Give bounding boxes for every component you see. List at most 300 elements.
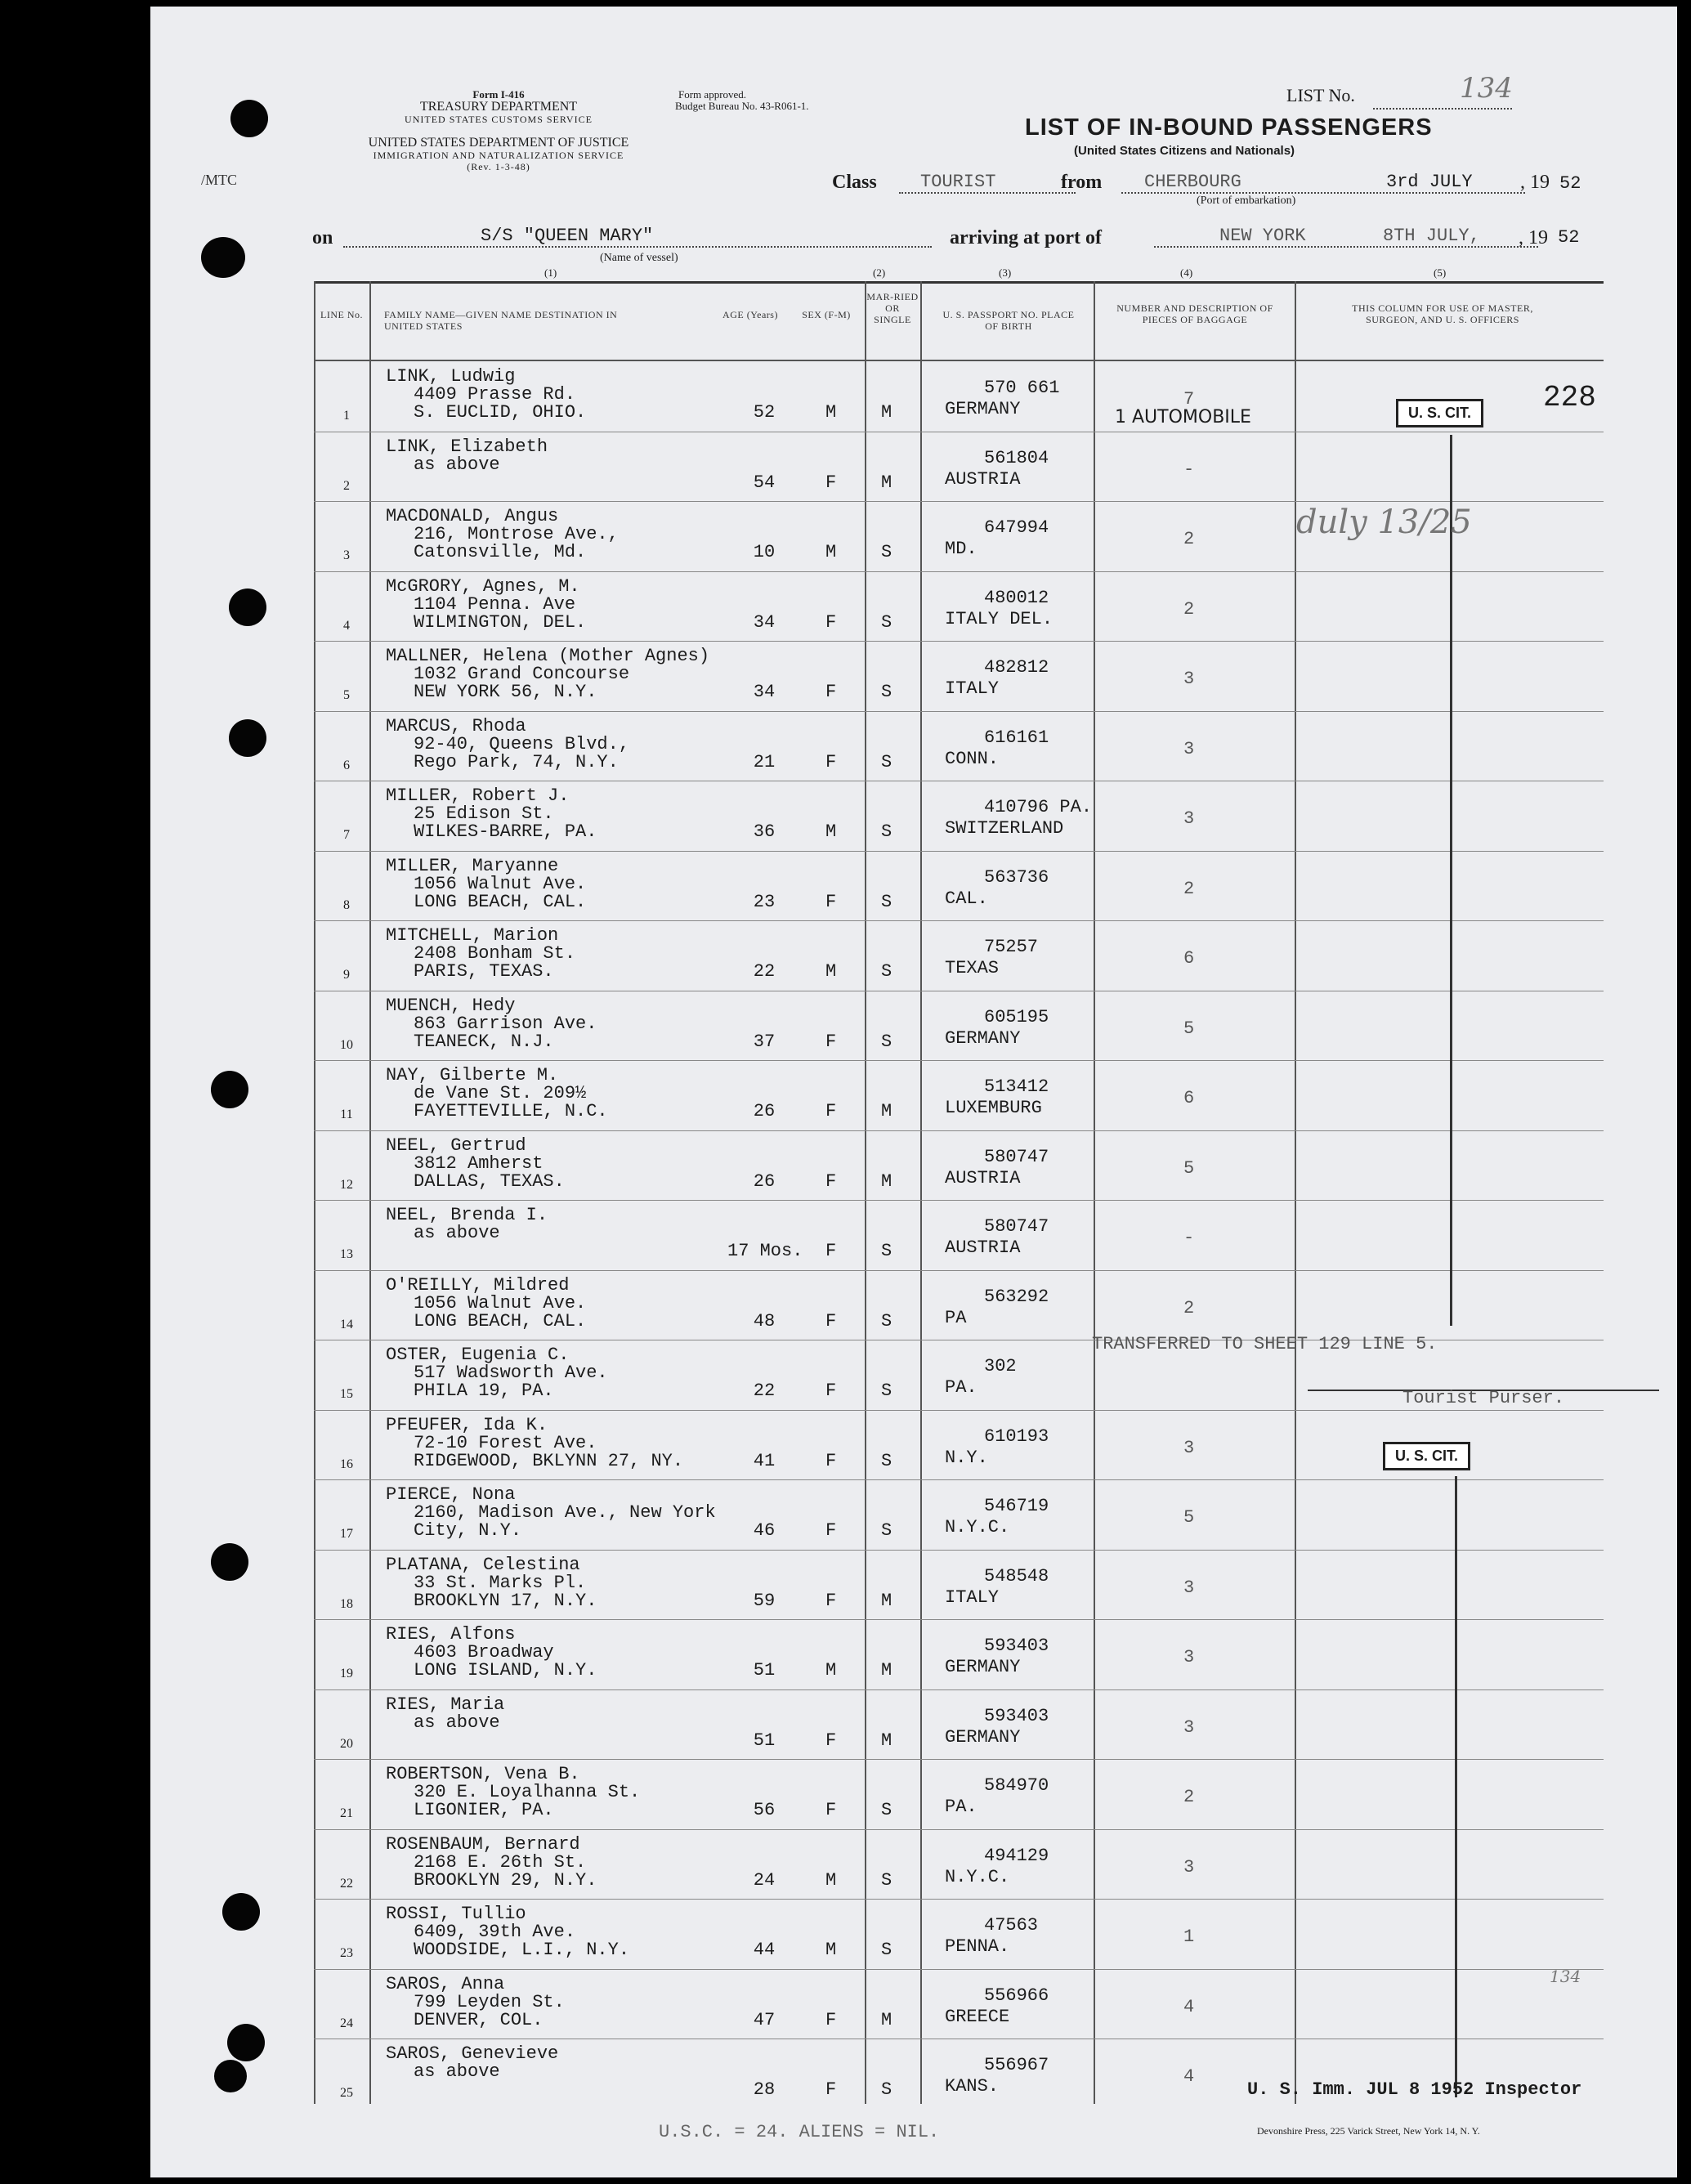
address-line-1: as above — [414, 1223, 500, 1243]
place-of-birth: PA — [945, 1307, 967, 1328]
address-line-2: Catonsville, Md. — [414, 542, 587, 562]
place-of-birth: PA. — [945, 1797, 977, 1817]
address-line-1: 3812 Amherst — [414, 1152, 544, 1174]
age: 26 — [753, 1101, 776, 1121]
place-of-birth: ITALY DEL. — [945, 608, 1054, 629]
passenger-name: ROSENBAUM, Bernard — [386, 1833, 580, 1855]
marital-status: M — [881, 1101, 892, 1121]
header-bottom-border — [314, 360, 1604, 361]
passport-no: 593403 — [984, 1705, 1049, 1726]
passport-no: 563736 — [984, 866, 1049, 888]
punch-hole — [229, 589, 266, 626]
row-divider — [314, 1969, 1604, 1970]
address-line-1: 799 Leyden St. — [414, 1991, 565, 2012]
passenger-name: MACDONALD, Angus — [386, 506, 559, 526]
passport-no: 513412 — [984, 1076, 1049, 1097]
passport-no: 482812 — [984, 657, 1049, 678]
address-line-2: DALLAS, TEXAS. — [414, 1170, 565, 1192]
passport-no: 494129 — [984, 1845, 1049, 1866]
sex: F — [825, 611, 837, 633]
marital-status: S — [881, 821, 892, 842]
passport-no: 563292 — [984, 1286, 1049, 1307]
line-number: 10 — [340, 1037, 353, 1052]
line-number: 17 — [340, 1527, 353, 1541]
col-border — [1295, 281, 1296, 2104]
marital-status: M — [881, 1590, 892, 1611]
header-passport: U. S. PASSPORT NO. PLACE OF BIRTH — [942, 309, 1075, 332]
address-line-1: 863 Garrison Ave. — [414, 1013, 597, 1034]
sex: F — [825, 1450, 837, 1471]
marital-status: M — [881, 472, 892, 493]
address-line-2: Rego Park, 74, N.Y. — [414, 751, 619, 772]
place-of-birth: GREECE — [945, 2006, 1010, 2027]
place-of-birth: ITALY — [945, 678, 1000, 699]
row-divider — [314, 1619, 1604, 1620]
sex: F — [825, 1520, 837, 1541]
address-line-2: LONG ISLAND, N.Y. — [414, 1660, 597, 1681]
address-line-2: TEANECK, N.J. — [414, 1031, 554, 1052]
line-number: 25 — [340, 2086, 353, 2100]
passport-no: 616161 — [984, 727, 1049, 748]
address-line-1: 2160, Madison Ave., New York — [414, 1502, 716, 1523]
age: 22 — [753, 961, 776, 982]
address-line-1: de Vane St. 209½ — [414, 1083, 587, 1103]
line-number: 19 — [340, 1667, 353, 1681]
sex: F — [825, 1590, 837, 1611]
place-of-birth: KANS. — [945, 2076, 1000, 2097]
passenger-name: NEEL, Gertrud — [386, 1135, 526, 1156]
line-number: 21 — [340, 1806, 353, 1820]
colnum-2: (2) — [873, 266, 886, 279]
address-line-2: BROOKLYN 17, N.Y. — [414, 1590, 597, 1611]
sex: F — [825, 2079, 837, 2100]
address-line-1: 92-40, Queens Blvd., — [414, 733, 630, 754]
header-sex: SEX (F-M) — [802, 309, 851, 320]
punch-hole — [214, 2060, 247, 2092]
marital-status: S — [881, 1940, 892, 1960]
punch-hole — [201, 237, 245, 278]
header-age: AGE (Years) — [722, 309, 778, 320]
marital-status: S — [881, 682, 892, 702]
sex: F — [825, 1800, 837, 1820]
line-number: 7 — [343, 828, 350, 842]
age: 34 — [753, 682, 776, 702]
line-number: 24 — [340, 2016, 353, 2030]
address-line-2: NEW YORK 56, N.Y. — [414, 682, 597, 702]
line-number: 1 — [343, 409, 350, 423]
punch-hole — [230, 100, 268, 137]
colnum-1: (1) — [544, 266, 557, 279]
marital-status: M — [881, 2009, 892, 2030]
age: 51 — [753, 1730, 776, 1751]
place-of-birth: PENNA. — [945, 1936, 1010, 1957]
row-divider — [314, 1689, 1604, 1690]
age: 24 — [753, 1869, 776, 1891]
address-line-2: LIGONIER, PA. — [414, 1800, 554, 1820]
passenger-name: ROBERTSON, Vena B. — [386, 1764, 580, 1784]
row-divider — [314, 920, 1604, 921]
col-border — [920, 281, 922, 2104]
from-label: from — [1061, 172, 1103, 193]
row-divider — [314, 1550, 1604, 1551]
address-line-2: WOODSIDE, L.I., N.Y. — [414, 1940, 630, 1960]
age: 28 — [753, 2079, 776, 2100]
port-value: NEW YORK — [1154, 226, 1407, 248]
baggage-count: 1 — [1183, 1927, 1195, 1947]
us-cit-stamp-2: U. S. CIT. — [1383, 1442, 1470, 1470]
line-number: 9 — [343, 968, 350, 982]
passport-no: 561804 — [984, 447, 1049, 468]
passenger-name: NEEL, Brenda I. — [386, 1205, 548, 1225]
address-line-1: 4409 Prasse Rd. — [414, 384, 576, 405]
baggage-count: 3 — [1183, 738, 1195, 759]
class-value: TOURIST — [899, 172, 1076, 194]
passport-no: 556967 — [984, 2055, 1049, 2075]
baggage-count: - — [1183, 459, 1195, 480]
colnum-5: (5) — [1434, 266, 1447, 279]
row-divider — [314, 1410, 1604, 1411]
marital-status: S — [881, 2079, 892, 2100]
line-number: 23 — [340, 1946, 353, 1960]
age: 17 Mos. — [727, 1241, 803, 1261]
margin-code: /MTC — [201, 172, 238, 188]
sex: F — [825, 682, 837, 702]
bracket-line — [1455, 1476, 1457, 2097]
age: 44 — [753, 1940, 776, 1960]
address-line-2: S. EUCLID, OHIO. — [414, 402, 587, 423]
address-line-2: City, N.Y. — [414, 1520, 522, 1541]
passenger-name: RIES, Alfons — [386, 1624, 516, 1645]
class-label: Class — [832, 172, 877, 193]
row-divider — [314, 851, 1604, 852]
marital-status: S — [881, 1031, 892, 1052]
address-line-1: 4603 Broadway — [414, 1642, 554, 1663]
passport-no: 584970 — [984, 1775, 1049, 1796]
handwritten-134: 134 — [1550, 1967, 1581, 1986]
arrive-year-prefix: , 19 — [1519, 227, 1548, 248]
address-line-2: PARIS, TEXAS. — [414, 961, 554, 982]
age: 54 — [753, 472, 776, 493]
baggage-count: 5 — [1183, 1157, 1195, 1179]
address-line-1: 517 Wadsworth Ave. — [414, 1363, 608, 1383]
form-subtitle: (United States Citizens and Nationals) — [1074, 144, 1295, 158]
baggage-count: - — [1183, 1228, 1195, 1248]
address-line-1: 320 E. Loyalhanna St. — [414, 1782, 641, 1802]
address-line-1: as above — [414, 454, 500, 475]
passenger-name: PIERCE, Nona — [386, 1484, 516, 1505]
punch-hole — [227, 2024, 265, 2061]
passenger-name: LINK, Elizabeth — [386, 436, 548, 457]
depart-year-prefix: , 19 — [1520, 172, 1550, 193]
purser-note: Tourist Purser. — [1402, 1388, 1565, 1408]
place-of-birth: MD. — [945, 539, 977, 559]
vessel-note: (Name of vessel) — [600, 252, 678, 264]
address-line-1: as above — [414, 1712, 500, 1733]
col-border — [1094, 281, 1095, 2104]
header-line: LINE No. — [320, 309, 363, 320]
marital-status: S — [881, 611, 892, 633]
row-divider — [314, 1200, 1604, 1201]
sex: M — [825, 1660, 837, 1681]
form-sheet — [150, 7, 1677, 2177]
place-of-birth: AUSTRIA — [945, 1237, 1021, 1258]
sex: M — [825, 1940, 837, 1960]
place-of-birth: PA. — [945, 1377, 977, 1398]
passenger-name: McGRORY, Agnes, M. — [386, 575, 580, 597]
passport-no: 47563 — [984, 1915, 1039, 1936]
baggage-count: 6 — [1183, 948, 1195, 969]
baggage-count: 3 — [1183, 1647, 1195, 1667]
passenger-name: ROSSI, Tullio — [386, 1904, 526, 1924]
line-number: 6 — [343, 758, 350, 772]
address-line-1: 25 Edison St. — [414, 803, 554, 824]
address-line-2: LONG BEACH, CAL. — [414, 1310, 587, 1331]
arrive-date: 8TH JULY, — [1357, 226, 1538, 248]
passenger-name: OSTER, Eugenia C. — [386, 1345, 570, 1365]
baggage-description: 1 AUTOMOBILE — [1115, 407, 1251, 427]
passenger-name: SAROS, Anna — [386, 1973, 505, 1994]
row-divider — [314, 501, 1604, 502]
row-divider — [314, 1060, 1604, 1061]
from-value: CHERBOURG — [1121, 172, 1381, 194]
address-line-1: 216, Montrose Ave., — [414, 524, 619, 544]
sex: F — [825, 1101, 837, 1121]
line-number: 11 — [340, 1108, 353, 1121]
header-baggage: NUMBER AND DESCRIPTION OF PIECES OF BAGGAGE — [1116, 302, 1273, 325]
address-line-1: 1032 Grand Concourse — [414, 664, 630, 684]
baggage-count: 2 — [1183, 598, 1195, 620]
age: 52 — [753, 402, 776, 423]
passenger-name: LINK, Ludwig — [386, 366, 516, 387]
line-number: 22 — [340, 1876, 353, 1891]
age: 47 — [753, 2009, 776, 2030]
sex: F — [825, 1310, 837, 1331]
address-line-1: 1056 Walnut Ave. — [414, 873, 587, 894]
passenger-name: SAROS, Genevieve — [386, 2043, 559, 2064]
line-number: 2 — [343, 478, 350, 493]
line-number: 12 — [340, 1177, 353, 1192]
age: 10 — [753, 542, 776, 562]
sex: F — [825, 1381, 837, 1401]
age: 21 — [753, 751, 776, 772]
row-divider — [314, 571, 1604, 572]
justice-label: UNITED STATES DEPARTMENT OF JUSTICE — [368, 136, 629, 150]
marital-status: M — [881, 402, 892, 423]
address-line-1: 1104 Penna. Ave — [414, 593, 576, 615]
passport-no: 302 — [984, 1356, 1017, 1376]
address-line-1: 72-10 Forest Ave. — [414, 1432, 597, 1453]
baggage-count: 5 — [1183, 1507, 1195, 1528]
line-number: 5 — [343, 688, 350, 702]
age: 56 — [753, 1800, 776, 1820]
arriving-label: arriving at port of — [950, 227, 1102, 248]
line-number: 8 — [343, 897, 350, 912]
sex: M — [825, 402, 837, 423]
sex: M — [825, 542, 837, 562]
baggage-count: 4 — [1183, 1996, 1195, 2017]
baggage-count: 3 — [1183, 1716, 1195, 1738]
row-divider — [314, 1479, 1604, 1480]
age: 36 — [753, 821, 776, 842]
marital-status: S — [881, 1310, 892, 1331]
age: 46 — [753, 1520, 776, 1541]
passport-no: 580747 — [984, 1146, 1049, 1167]
arrive-year: 52 — [1558, 227, 1580, 248]
place-of-birth: SWITZERLAND — [945, 818, 1064, 839]
passenger-name: MALLNER, Helena (Mother Agnes) — [386, 646, 710, 666]
address-line-2: PHILA 19, PA. — [414, 1381, 554, 1401]
sex: F — [825, 472, 837, 493]
passport-no: 570 661 — [984, 378, 1060, 398]
passport-no: 410796 PA. — [984, 797, 1093, 817]
form-approved: Form approved. — [678, 88, 747, 101]
sex: M — [825, 961, 837, 982]
punch-hole — [229, 719, 266, 757]
baggage-count: 3 — [1183, 1856, 1195, 1877]
marital-status: S — [881, 961, 892, 982]
sex: F — [825, 891, 837, 912]
address-line-2: FAYETTEVILLE, N.C. — [414, 1101, 608, 1121]
form-title: LIST OF IN-BOUND PASSENGERS — [1025, 114, 1433, 141]
bracket-line — [1450, 435, 1452, 1326]
list-no-label: LIST No. — [1286, 85, 1355, 105]
age: 41 — [753, 1450, 776, 1471]
colnum-3: (3) — [999, 266, 1012, 279]
marital-status: M — [881, 1170, 892, 1192]
count-228: 228 — [1543, 381, 1596, 414]
address-line-1: 2168 E. 26th St. — [414, 1851, 587, 1873]
marital-status: S — [881, 1869, 892, 1891]
punch-hole — [211, 1071, 248, 1108]
sex: F — [825, 1730, 837, 1751]
punch-hole — [211, 1543, 248, 1581]
form-number: Form I-416 — [472, 88, 525, 101]
place-of-birth: LUXEMBURG — [945, 1098, 1042, 1118]
age: 22 — [753, 1381, 776, 1401]
col-border — [865, 281, 866, 2104]
budget-bureau: Budget Bureau No. 43-R061-1. — [675, 100, 809, 112]
place-of-birth: TEXAS — [945, 958, 1000, 978]
place-of-birth: CAL. — [945, 888, 988, 909]
colnum-4: (4) — [1180, 266, 1193, 279]
marital-status: M — [881, 1660, 892, 1681]
row-divider — [314, 1130, 1604, 1131]
row-divider — [314, 1899, 1604, 1900]
sex: F — [825, 1241, 837, 1261]
address-line-1: 1056 Walnut Ave. — [414, 1292, 587, 1314]
passenger-name: MILLER, Maryanne — [386, 855, 559, 876]
place-of-birth: ITALY — [945, 1587, 1000, 1608]
line-number: 15 — [340, 1387, 353, 1401]
age: 37 — [753, 1031, 776, 1052]
passenger-name: PFEUFER, Ida K. — [386, 1414, 548, 1435]
place-of-birth: N.Y.C. — [945, 1866, 1010, 1887]
sex: F — [825, 751, 837, 772]
passenger-name: MUENCH, Hedy — [386, 995, 516, 1016]
marital-status: S — [881, 1520, 892, 1541]
address-line-2: DENVER, COL. — [414, 2009, 544, 2030]
sex: F — [825, 1170, 837, 1192]
passport-no: 556966 — [984, 1985, 1049, 2006]
address-line-1: as above — [414, 2061, 500, 2082]
marital-status: S — [881, 1241, 892, 1261]
age: 26 — [753, 1170, 776, 1192]
sex: F — [825, 2009, 837, 2030]
punch-hole — [222, 1893, 260, 1931]
inspector-stamp: U. S. Imm. JUL 8 1952 Inspector — [1247, 2079, 1582, 2100]
place-of-birth: GERMANY — [945, 399, 1021, 419]
baggage-count: 3 — [1183, 1437, 1195, 1458]
printer-credit: Devonshire Press, 225 Varick Street, New York 14, N. Y. — [1257, 2125, 1480, 2137]
passenger-name: RIES, Maria — [386, 1694, 505, 1715]
marital-status: S — [881, 751, 892, 772]
transferred-note: TRANSFERRED TO SHEET 129 LINE 5. — [1092, 1334, 1438, 1354]
passport-no: 647994 — [984, 517, 1049, 538]
revision-label: (Rev. 1-3-48) — [467, 161, 530, 172]
row-divider — [314, 641, 1604, 642]
passenger-name: MITCHELL, Marion — [386, 925, 559, 946]
row-divider — [314, 711, 1604, 712]
passenger-name: O'REILLY, Mildred — [386, 1274, 570, 1296]
baggage-count: 2 — [1183, 1787, 1195, 1807]
on-label: on — [312, 227, 333, 248]
passenger-name: MILLER, Robert J. — [386, 785, 570, 806]
handwritten-note: duly 13/25 — [1296, 503, 1472, 541]
baggage-count: 7 — [1183, 389, 1195, 410]
marital-status: M — [881, 1730, 892, 1751]
treasury-label: TREASURY DEPARTMENT — [419, 100, 578, 114]
header-name: FAMILY NAME—GIVEN NAME DESTINATION IN UNITED STATES — [384, 309, 618, 332]
row-divider — [314, 1759, 1604, 1760]
passport-no: 548548 — [984, 1565, 1049, 1587]
baggage-count: 2 — [1183, 878, 1195, 899]
sex: M — [825, 821, 837, 842]
table-top-border — [314, 281, 1604, 284]
list-no-value: 134 — [1460, 72, 1513, 105]
baggage-count: 4 — [1183, 2066, 1195, 2087]
depart-year: 52 — [1559, 173, 1581, 194]
place-of-birth: N.Y.C. — [945, 1517, 1010, 1537]
place-of-birth: AUSTRIA — [945, 468, 1021, 490]
depart-date: 3rd JULY — [1373, 172, 1525, 194]
passenger-name: PLATANA, Celestina — [386, 1554, 580, 1575]
line-number: 18 — [340, 1596, 353, 1611]
place-of-birth: CONN. — [945, 748, 1000, 769]
line-number: 20 — [340, 1736, 353, 1751]
baggage-count: 3 — [1183, 669, 1195, 689]
line-number: 4 — [343, 618, 350, 633]
passenger-name: NAY, Gilberte M. — [386, 1065, 559, 1085]
age: 23 — [753, 891, 776, 912]
footer-counts: U.S.C. = 24. ALIENS = NIL. — [659, 2122, 940, 2142]
line-number: 13 — [340, 1247, 353, 1261]
address-line-2: WILKES-BARRE, PA. — [414, 821, 597, 842]
place-of-birth: AUSTRIA — [945, 1167, 1021, 1188]
header-married: MAR-RIED OR SINGLE — [866, 291, 919, 325]
passport-no: 610193 — [984, 1425, 1049, 1447]
marital-status: S — [881, 891, 892, 912]
address-line-2: WILMINGTON, DEL. — [414, 611, 587, 633]
age: 34 — [753, 611, 776, 633]
marital-status: S — [881, 542, 892, 562]
marital-status: S — [881, 1450, 892, 1471]
header-officers: THIS COLUMN FOR USE OF MASTER, SURGEON, AND U. S. OFFICERS — [1352, 302, 1533, 325]
baggage-count: 6 — [1183, 1088, 1195, 1108]
place-of-birth: GERMANY — [945, 1027, 1021, 1049]
passport-no: 593403 — [984, 1636, 1049, 1656]
customs-label: UNITED STATES CUSTOMS SERVICE — [405, 114, 593, 125]
passenger-name: MARCUS, Rhoda — [386, 715, 526, 736]
